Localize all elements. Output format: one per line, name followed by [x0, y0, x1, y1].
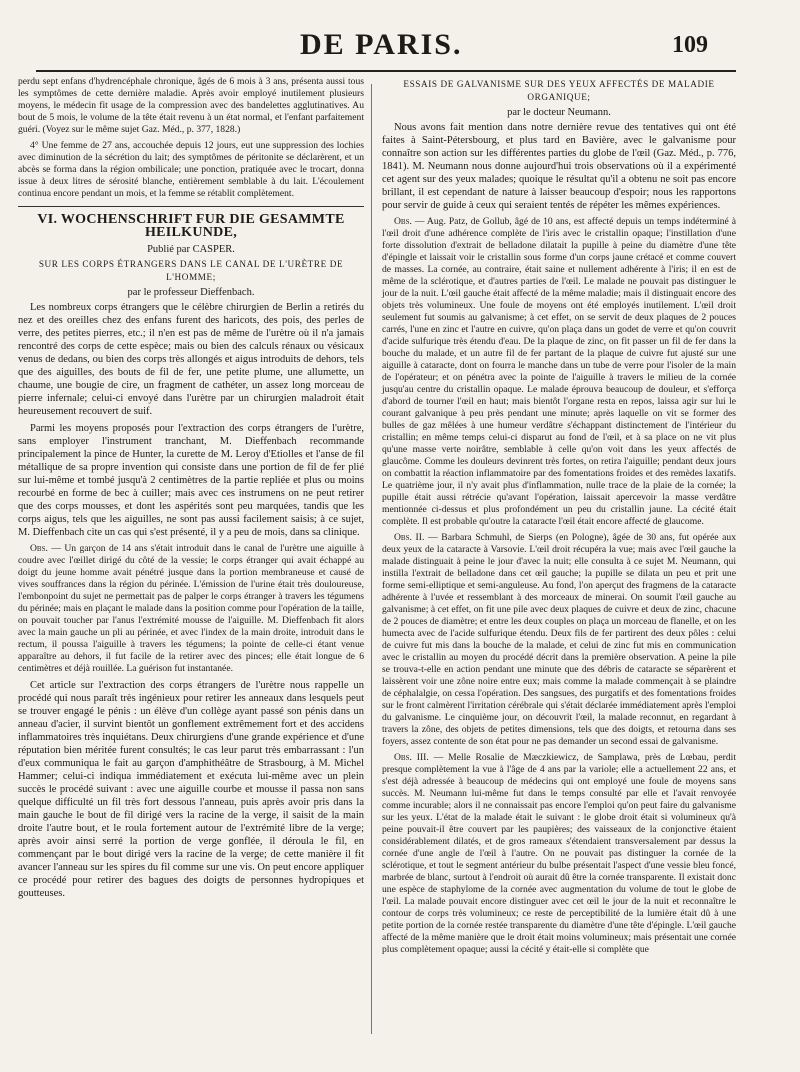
observation-paragraph	[18, 543, 364, 675]
paragraph: Les nombreux corps étrangers que le célèbre chirurgien de Berlin a retirés du nez et des oreilles chez des enfans furent des haricots, des pois, des perles de verre, des petites pierres, etc.; il n'en est pas de même de l'urètre où il n'a jamais rencontré des corps de cette espèce; mais ou bien des calculs rénaux ou vésicaux venus de dedans, ou bien des corps très allongés et aigus introduits de dehors, tels que des aiguilles, des bouts de fil de fer, une petite plume, une allumette, un chaume, une bougie de cire, un fragment de cathéter, un assez long morceau de pierre infernale; celui-ci envoyé dans l'urètre par un chirurgien maladroit était heureusement recouvert de suif.	[18, 302, 364, 417]
paragraph: perdu sept enfans d'hydrencéphale chronique, âgés de 6 mois à 3 ans, présenta aussi tous les symptômes de cette dernière maladie. Après avoir employé inutilement plusieurs moyens, le médecin fit usage de la compression avec des bandelettes agglutinatives. Au bout de 5 mois, le volume de la tête était revenu à un état normal, et l'enfant parfaitement guéri. (Voyez sur le même sujet Gaz. Méd., p. 377, 1828.)	[18, 76, 364, 135]
observation-paragraph	[382, 216, 736, 528]
page-number: 109	[672, 32, 708, 58]
observation-label: Obs.	[30, 543, 48, 554]
running-head	[0, 28, 800, 68]
observation-paragraph	[382, 752, 736, 956]
right-column	[382, 76, 736, 960]
observation-text: — Un garçon de 14 ans s'était introduit dans le canal de l'urètre une aiguille à coudre avec l'œillet dirigé du côté de la vessie; le corps étranger qui avait échappé au doigt du jeune homme avait pénétré jusque dans la portion membraneuse et causé de vives souffrances dans la région du périnée. L'émission de l'urine était très douloureuse, l'embonpoint du sujet ne permettait pas de palper le corps étranger à travers les tégumens du périnée; mais en plaçant le malade dans la position comme pour l'opération de la taille, on pouvait toucher par l'anus l'extrémité mousse de l'aiguille. M. Dieffenbach fit alors avec la main gauche un pli au périnée, et avec l'index de la main droite, introduit dans le rectum, il poussa l'aiguille à travers les tégumens; la pointe de celle-ci étant venue apparaître au dehors, il fut facile de la retirer avec des pinces; elle était longue de 6 centimètres et déjà rouillée. La guérison fut instantanée.	[18, 543, 364, 674]
observation-label: Obs. II.	[394, 532, 425, 543]
article-title: SUR LES CORPS ÉTRANGERS DANS LE CANAL DE L'URÈTRE DE L'HOMME;	[38, 259, 344, 282]
section-divider	[18, 206, 364, 207]
observation-paragraph	[382, 532, 736, 748]
observation-text: — Melle Rosalie de Mæczkiewicz, de Samplawa, près de Lœbau, perdit presque complètement la vue à l'âge de 4 ans par la variole; elle a actuellement 22 ans, et s'est déjà adressée à beaucoup de médecins qui ont employé une foule de moyens sans succès. M. Neumann lui-même fut dans le temps consulté par elle et l'avait renvoyée comme incurable; alors il ne connaissait pas encore l'emploi qu'on peut faire du galvanisme sur les yeux. L'état de la malade était le suivant : le globe droit était si volumineux qu'à peine pouvait-il être couvert par les paupières; des vaisseaux de la conjonctive étaient considérablement dilatés, et de gros rameaux s'étendaient transversalement par dessus la cornée d'une angle de l'œil à l'autre. On ne pouvait pas distinguer la cornée de la sclérotique, et tout le segment antérieur du bulbe présentait l'aspect d'une vessie bleu foncé, marbrée de blanc, surtout à l'endroit où aurait dû être la cornée transparente. Il existait donc une espèce de staphylome de la cornée avec augmentation du volume de tout le globe de l'œil. La malade pouvait encore distinguer avec cet œil le jour de la nuit et reconnaître le contour de corps très volumineux; ce reste de perceptibilité de la lumière était dû à une petite portion de la cornée restée transparente du diamètre d'une tête d'épingle. L'œil gauche affecté de la même manière que le droit était moins volumineux; mais présentait une cornée plus complètement opaque; aussi la cécité y était-elle si complète que	[382, 752, 736, 955]
paragraph: Nous avons fait mention dans notre dernière revue des tentatives qui ont été faites à Saint-Pétersbourg, et plus tard en Bavière, avec le galvanisme pour connaître son action sur les différentes parties du globe de l'œil (Gaz. Méd., p. 776, 1841). M. Neumann nous donne aujourd'hui trois observations où il a expérimenté cet agent sur des yeux malades; quoique le résultat qu'il a obtenu ne soit pas encore brillant, il est cependant de nature à laisser beaucoup d'espoir; nous les rapportons pour servir de guide à ceux qui seraient tentés de répéter les mêmes expériences.	[382, 122, 736, 211]
column-divider	[371, 84, 372, 1034]
article-author: par le docteur Neumann.	[507, 107, 611, 118]
observation-label: Obs. III.	[394, 752, 429, 763]
paragraph: Parmi les moyens proposés pour l'extraction des corps étrangers de l'urètre, sans employer l'instrument tranchant, M. Dieffenbach recommande principalement la pince de Hunter, la curette de M. Leroy d'Etiolles et l'anse de fil métallique de sa propre invention qui consiste dans une portion de fil de fer plié sur lui-même et tombé jusqu'à 2 centimètres de la partie repliée et plus ou moins recourbé en forme de bec à cuiller; mais avec ces instrumens on ne peut retirer que des corps mousses, et dont les aspérités sont peu marquées, tandis que les corps aigus, tels que les aiguilles, ne sont pas aussi facilement saisis; à ce sujet, M. Dieffenbach cite un cas qui s'est présenté, il y a peu de mois, dans sa clinique.	[18, 423, 364, 538]
page-title: DE PARIS.	[300, 28, 463, 61]
article-author: par le professeur Dieffenbach.	[127, 287, 255, 298]
paragraph: 4° Une femme de 27 ans, accouchée depuis 12 jours, eut une suppression des lochies avec diminution de la sécrétion du lait; des symptômes de péritonite se déclarèrent, et un abcès se forma dans la région ombilicale; une ponction, pratiquée avec le trocart, donna issue à deux litres de sérosité blanche, entièrement semblable à du lait. L'écoulement continua encore pendant un mois, et la femme se rétablit complètement.	[18, 140, 364, 199]
observation-text: — Aug. Patz, de Gollub, âgé de 10 ans, est affecté depuis un temps indéterminé à l'œil droit d'une adhérence complète de l'iris avec le cristallin opaque; l'instillation d'une forte dissolution d'extrait de belladone dilatait la pupille à peine du diamètre d'une tête d'épingle et laissait voir le cristallin sous forme d'un corps jaune crétacé et comme couvert de masses. La cornée, au contraire, était saine et nullement adhérente à l'iris; il en est de même de la sclérotique, et d'autres parties de l'œil. Le malade ne pouvait pas distinguer le jour de la nuit. L'œil gauche était affecté de la même maladie; mais il distinguait encore des objets très volumineux. Une foule de moyens ont été employés inutilement. L'œil droit seulement fut soumis au galvanisme; à cet effet, on se servit de deux plaques de 2 pouces carrés, l'une en zinc et l'autre en cuivre, qu'on plaça dans un godet de verre et qu'on couvrit d'acide sulfurique très étendu d'eau. De la plaque de zinc, on fit passer un fil de fer dans la bouche du malade, et un autre fil de fer partant de la plaque de cuivre fut ajusté sur une aiguille à cataracte, dont on fourra le manche dans un tube de verre pour l'isoler de la main de l'opérateur; et on pénétra avec la pointe de l'aiguille à travers le milieu de la cornée jusqu'au centre du cristallin opaque. Le malade éprouva beaucoup de douleur, et s'efforça d'abord de tourner l'œil en haut; mais bientôt l'organe resta en repos, laissa agir sur lui le courant galvanique à peu près pendant une minute; après laquelle on vit se former des bulles de gaz mêlées à une humeur verdâtre s'échappant distinctement de l'intérieur du cristallin; en même temps celui-ci disparut au fond de l'œil, et à sa place on ne vit plus qu'une masse verte noirâtre, semblable à celle qu'on voit dans les yeux affectés de glaucôme. Comme les douleurs devinrent très fortes, on retira l'aiguille; pendant deux jours on combattit la réaction inflammatoire par des fomentations froides et des remèdes laxatifs. Le quatrième jour, il n'y avait plus d'inflammation, nulle trace de la plaie de la cornée; la pupille était aussi rétrécie qu'avant l'opération, laissait apercevoir la masse verdâtre mentionnée ci-dessus et plus profondément un peu du cristallin jaune. La cécité était complète. Il est probable qu'outre la cataracte l'œil était encore affecté de glaucome.	[382, 216, 736, 527]
observation-label: Obs.	[394, 216, 412, 227]
publisher-line: Publié par CASPER.	[147, 244, 235, 255]
paragraph: Cet article sur l'extraction des corps étrangers de l'urètre nous rappelle un procédé qui nous paraît très ingénieux pour retirer les anneaux dans lesquels peut se trouver engagé le pénis : un élève d'un collège ayant passé son pénis dans un anneau d'acier, il survint bientôt un gonflement extrêmement fort et des accidens inflammatoires très inquiétans. Deux chirurgiens d'une grande expérience et d'une réputation bien méritée furent consultés; le cas leur parut très embarrassant : l'un d'eux communiqua le fait au garçon d'amphithéâtre de Strasbourg, à M. Michel Hammer; celui-ci indiqua immédiatement et exécuta lui-même avec un plein succès le procédé suivant : avec une aiguille courbe et mousse il passa non sans quelque difficulté un fil très fort dessous l'anneau, puis après avoir pris dans la main gauche le bout de fil dirigé vers la racine de la verge, il saisit de la main droite l'autre bout, et le roula fortement autour de l'extrémité libre de la verge; après avoir ainsi serré la portion de verge gonflée, il déroula le fil, en commençant par le bout dirigé vers la racine de la verge; de cette manière il fit avancer l'anneau sur les spires du fil comme sur une vis. On peut encore appliquer ce procédé pour retirer des bagues des doigts de personnes hydropiques et goutteuses.	[18, 680, 364, 899]
left-column	[18, 76, 364, 904]
section-heading: VI. WOCHENSCHRIFT FUR DIE GESAMMTE HEILKUNDE,	[37, 212, 345, 240]
observation-text: — Barbara Schmuhl, de Sierps (en Pologne), âgée de 30 ans, fut opérée aux deux yeux de la cataracte à Varsovie. L'œil droit récupéra la vue; mais avec l'œil gauche la malade distinguait à peine le jour d'avec la nuit; elle consulta à ce sujet M. Neumann, qui instilla l'extrait de belladone dans cet œil gauche; la pupille se dilata un peu et prit une forme semi-elliptique et semi-anguleuse. Au fond, l'on aperçut des fragmens de la cataracte adhérente à l'uvée et ressemblant à des morceaux de minerai. On soumit l'œil gauche au galvanisme; à cet effet, on fit une pile avec deux plaques de cuivre et deux de zinc, chacune de 2 pouces de diamètre; et entre les deux couples on plaça un morceau de flanelle, et on les humecta avec de l'acide sulfurique étendu. Deux fils de fer partirent des deux pôles : celui de cuivre fut mis dans la bouche de la malade, et celui de zinc fut mis en communication avec le cristallin au moyen du procédé décrit dans la première observation. A peine la pile se trouva-t-elle en action pendant une minute que des débris de cataracte se séparèrent et laissèrent voir une zône noire entre eux; mais comme la malade commençait à se plaindre de céphalalgie, on cessa l'opération. Des sangsues, des purgatifs et des fomentations froides sur le front calmèrent l'irritation cérébrale qui s'était déclarée immédiatement après l'emploi du galvanisme. Le cinquième jour, on découvrit l'œil, la malade reconnut, en regardant à travers la zône, des objets de petites dimensions, tels que des doigts, et retourna dans ses foyers, assez contente de son état pour ne pas demander un second essai de galvanisme.	[382, 532, 737, 747]
article-title: ESSAIS DE GALVANISME SUR DES YEUX AFFECTÉS DE MALADIE ORGANIQUE;	[403, 79, 715, 102]
header-rule	[36, 70, 736, 72]
